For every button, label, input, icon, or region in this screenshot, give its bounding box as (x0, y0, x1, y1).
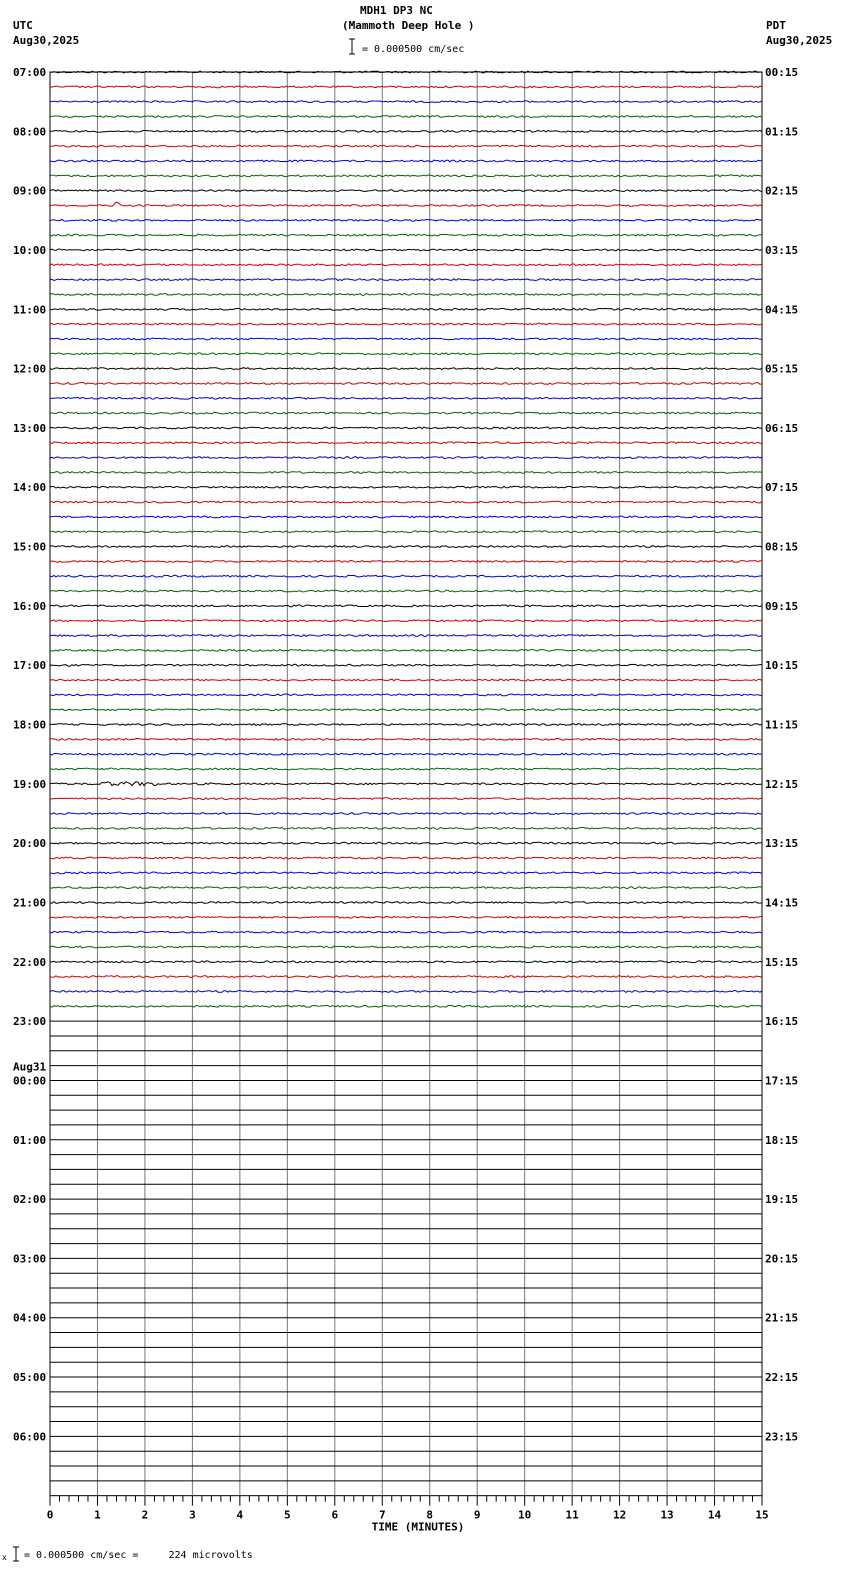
trace-line (50, 249, 762, 251)
x-tick-label: 8 (426, 1508, 434, 1522)
utc-hour-label: 09:00 (13, 184, 47, 198)
x-axis-label: TIME (MINUTES) (371, 1520, 465, 1534)
trace-line (50, 709, 762, 711)
utc-hour-label: 15:00 (13, 540, 47, 554)
trace-line (50, 368, 762, 370)
left-date: Aug30,2025 (13, 34, 80, 47)
pdt-hour-label: 01:15 (765, 125, 799, 139)
trace-line (50, 501, 762, 503)
pdt-hour-label: 07:15 (765, 481, 799, 495)
trace-line (50, 946, 762, 948)
trace-line (50, 872, 762, 874)
utc-hour-label: 04:00 (13, 1311, 47, 1325)
trace-line (50, 279, 762, 281)
utc-hour-label: 19:00 (13, 777, 47, 791)
utc-hour-label: 03:00 (13, 1252, 47, 1266)
date-change-label: Aug31 (13, 1060, 47, 1074)
utc-hour-label: 22:00 (13, 955, 47, 969)
trace-line (50, 516, 762, 518)
trace-line (50, 664, 762, 666)
pdt-hour-label: 15:15 (765, 955, 799, 969)
pdt-hour-label: 09:15 (765, 599, 799, 613)
trace-line (50, 724, 762, 726)
trace-line (50, 679, 762, 681)
right-timezone: PDT (766, 19, 786, 32)
pdt-hour-label: 12:15 (765, 777, 799, 791)
trace-line (50, 575, 762, 577)
trace-line (50, 1005, 762, 1007)
station-title: MDH1 DP3 NC (360, 4, 433, 17)
utc-hour-label: 08:00 (13, 125, 47, 139)
trace-line (50, 116, 762, 118)
utc-hour-label: 21:00 (13, 896, 47, 910)
utc-hour-label: 13:00 (13, 421, 47, 435)
pdt-hour-label: 20:15 (765, 1252, 799, 1266)
trace-line (50, 798, 762, 800)
location-subtitle: (Mammoth Deep Hole ) (342, 19, 475, 32)
trace-line (50, 961, 762, 963)
pdt-hour-label: 05:15 (765, 362, 799, 376)
utc-hour-label: 00:00 (13, 1074, 47, 1088)
trace-line (50, 202, 762, 206)
trace-line (50, 813, 762, 815)
trace-line (50, 916, 762, 918)
trace-line (50, 71, 762, 73)
utc-hour-label: 17:00 (13, 659, 47, 673)
x-tick-label: 14 (707, 1508, 722, 1522)
pdt-hour-label: 18:15 (765, 1133, 799, 1147)
trace-line (50, 457, 762, 459)
x-tick-label: 5 (284, 1508, 291, 1522)
utc-hour-label: 07:00 (13, 66, 47, 79)
pdt-hour-label: 17:15 (765, 1074, 799, 1088)
pdt-hour-label: 16:15 (765, 1015, 799, 1029)
pdt-hour-label: 13:15 (765, 837, 799, 851)
trace-line (50, 931, 762, 933)
trace-line (50, 842, 762, 844)
trace-line (50, 160, 762, 162)
pdt-hour-label: 00:15 (765, 66, 799, 79)
pdt-hour-label: 14:15 (765, 896, 799, 910)
trace-line (50, 175, 762, 177)
pdt-hour-label: 06:15 (765, 421, 799, 435)
trace-line (50, 768, 762, 770)
utc-hour-label: 12:00 (13, 362, 47, 376)
x-tick-label: 11 (565, 1508, 579, 1522)
trace-line (50, 620, 762, 622)
trace-line (50, 827, 762, 829)
pdt-hour-label: 22:15 (765, 1371, 799, 1385)
utc-hour-label: 10:00 (13, 243, 47, 257)
utc-hour-label: 02:00 (13, 1193, 47, 1207)
x-tick-label: 3 (189, 1508, 196, 1522)
trace-line (50, 782, 762, 786)
trace-line (50, 472, 762, 474)
trace-line (50, 145, 762, 147)
trace-line (50, 694, 762, 696)
x-tick-label: 9 (473, 1508, 481, 1522)
x-tick-label: 1 (94, 1508, 101, 1522)
pdt-hour-label: 21:15 (765, 1311, 799, 1325)
footer-scale-icon (2, 1545, 22, 1563)
trace-line (50, 219, 762, 221)
trace-line (50, 531, 762, 533)
trace-line (50, 130, 762, 132)
x-tick-label: 12 (612, 1508, 627, 1522)
trace-line (50, 442, 762, 444)
x-tick-label: 13 (660, 1508, 674, 1522)
pdt-hour-label: 11:15 (765, 718, 799, 732)
trace-line (50, 486, 762, 488)
trace-line (50, 427, 762, 429)
x-tick-label: 0 (46, 1508, 54, 1522)
trace-line (50, 383, 762, 385)
trace-line (50, 902, 762, 904)
svg-text:x: x (2, 1553, 7, 1562)
trace-line (50, 264, 762, 266)
trace-line (50, 605, 762, 607)
utc-hour-label: 23:00 (13, 1015, 47, 1029)
pdt-hour-label: 08:15 (765, 540, 799, 554)
trace-line (50, 739, 762, 741)
pdt-hour-label: 03:15 (765, 243, 799, 257)
x-tick-label: 7 (378, 1508, 386, 1522)
utc-hour-label: 11:00 (13, 303, 47, 317)
trace-line (50, 308, 762, 310)
x-tick-label: 10 (518, 1508, 532, 1522)
pdt-hour-label: 10:15 (765, 659, 799, 673)
utc-hour-label: 01:00 (13, 1133, 47, 1147)
trace-line (50, 991, 762, 993)
utc-hour-label: 14:00 (13, 481, 47, 495)
pdt-hour-label: 02:15 (765, 184, 799, 198)
right-date: Aug30,2025 (766, 34, 833, 47)
trace-line (50, 190, 762, 192)
trace-line (50, 412, 762, 414)
trace-line (50, 101, 762, 103)
scale-label: = 0.000500 cm/sec (362, 44, 465, 55)
utc-hour-label: 06:00 (13, 1430, 47, 1444)
trace-line (50, 635, 762, 637)
pdt-hour-label: 19:15 (765, 1193, 799, 1207)
footer-scale-note: = 0.000500 cm/sec = 224 microvolts (24, 1550, 253, 1561)
trace-line (50, 561, 762, 563)
x-tick-label: 2 (141, 1508, 149, 1522)
trace-line (50, 338, 762, 340)
pdt-hour-label: 04:15 (765, 303, 799, 317)
trace-line (50, 353, 762, 355)
trace-line (50, 590, 762, 592)
utc-hour-label: 05:00 (13, 1371, 47, 1385)
trace-line (50, 887, 762, 889)
x-tick-label: 4 (236, 1508, 244, 1522)
utc-hour-label: 20:00 (13, 837, 47, 851)
trace-line (50, 753, 762, 755)
trace-line (50, 234, 762, 236)
x-tick-label: 6 (331, 1508, 339, 1522)
trace-line (50, 397, 762, 399)
utc-hour-label: 16:00 (13, 599, 47, 613)
trace-line (50, 857, 762, 859)
trace-line (50, 546, 762, 548)
left-timezone: UTC (13, 19, 33, 32)
trace-line (50, 650, 762, 652)
x-tick-label: 15 (755, 1508, 769, 1522)
trace-line (50, 323, 762, 325)
utc-hour-label: 18:00 (13, 718, 47, 732)
pdt-hour-label: 23:15 (765, 1430, 799, 1444)
trace-line (50, 976, 762, 978)
trace-line (50, 86, 762, 88)
trace-line (50, 294, 762, 296)
